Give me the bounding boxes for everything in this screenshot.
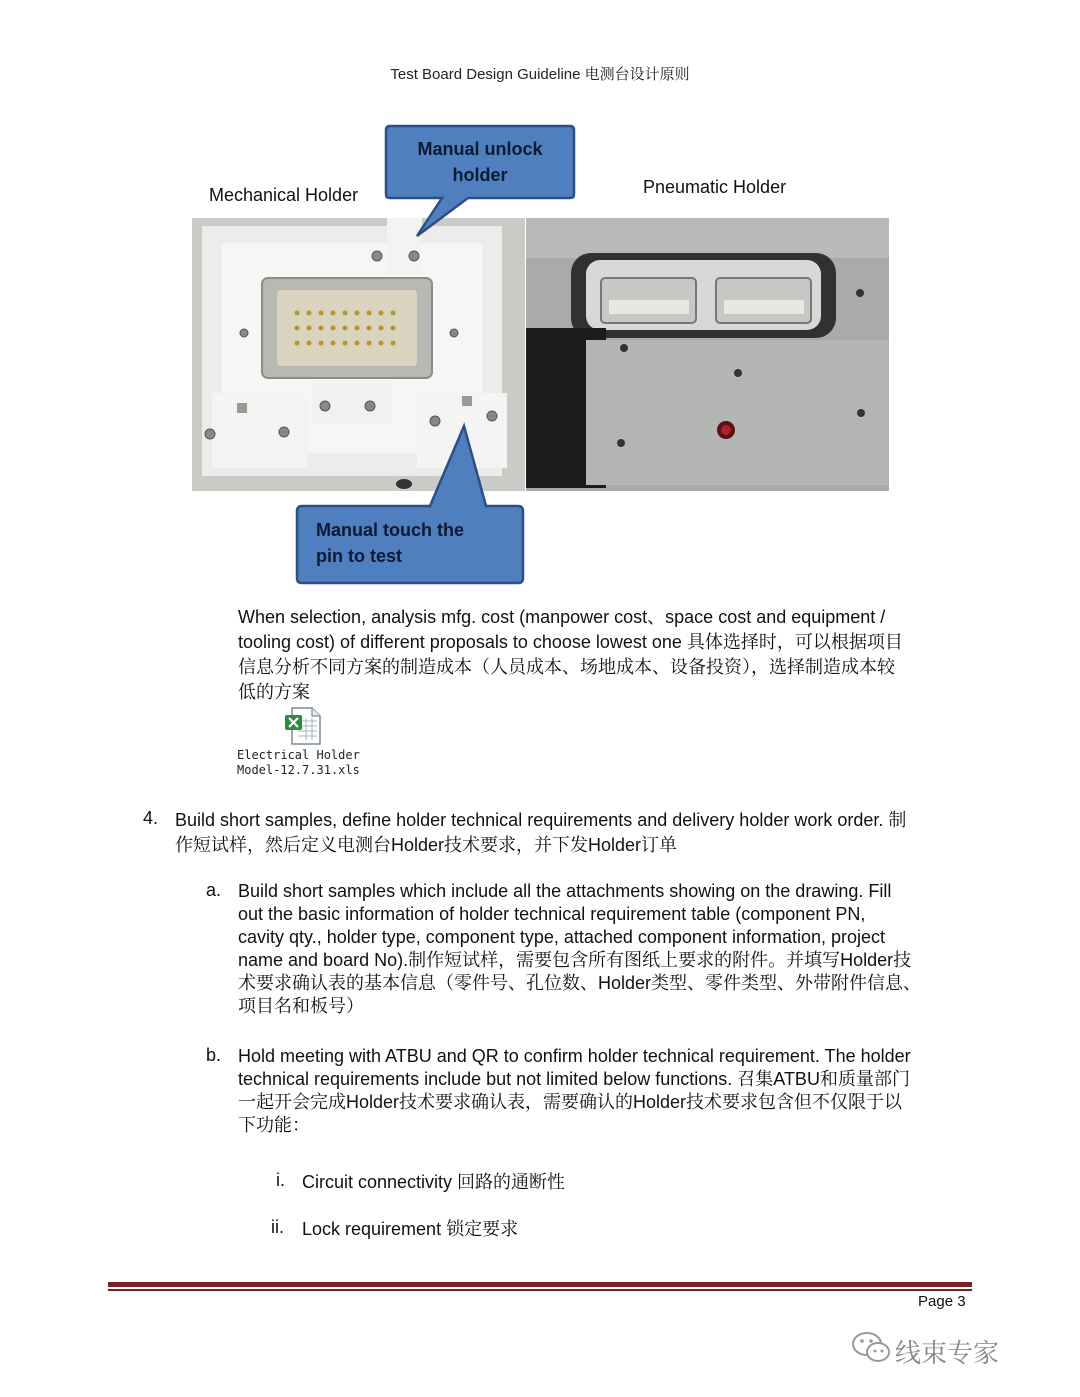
selection-line: tooling cost) of different proposals to choose lowest one 具体选择时，可以根据项目 [238, 632, 903, 652]
item-a-line: out the basic information of holder technical requirement table (component PN, [238, 904, 866, 924]
item-ii-text: Lock requirement 锁定要求 [302, 1219, 519, 1239]
page-number: Page 3 [918, 1293, 966, 1310]
item-b-line: Hold meeting with ATBU and QR to confirm holder technical requirement. The holder [238, 1046, 911, 1066]
callout-touch-line1: Manual touch the [316, 520, 464, 540]
selection-line: 低的方案 [238, 682, 310, 702]
excel-file-icon[interactable] [284, 706, 322, 746]
footer-rule-thin [108, 1289, 972, 1291]
item-4-line: 作短试样，然后定义电测台Holder技术要求，并下发Holder订单 [175, 835, 678, 855]
item-b-line: 下功能： [238, 1115, 310, 1135]
selection-paragraph [238, 605, 978, 705]
item-i-text: Circuit connectivity 回路的通断性 [302, 1172, 566, 1192]
callout-unlock-line1: Manual unlock [417, 139, 543, 159]
item-4-line: Build short samples, define holder technical requirements and delivery holder work order. 制 [175, 810, 907, 830]
item-a-text [238, 880, 998, 1018]
attachment-label-line: Electrical Holder [237, 748, 360, 762]
item-4-number: 4. [143, 808, 159, 828]
page-header: Test Board Design Guideline 电测台设计原则 [390, 66, 690, 83]
item-4-text [175, 808, 995, 858]
watermark-text: 线束专家 [895, 1338, 1000, 1368]
item-a-line: name and board No).制作短试样，需要包含所有图纸上要求的附件。并填写Holder技 [238, 950, 912, 970]
wechat-icon [850, 1328, 894, 1368]
item-i-marker: i. [276, 1170, 285, 1190]
callout-touch-line2: pin to test [316, 546, 402, 566]
selection-line: 信息分析不同方案的制造成本（人员成本、场地成本、设备投资），选择制造成本较 [238, 657, 895, 677]
item-b-marker: b. [206, 1045, 222, 1065]
item-a-line: 术要求确认表的基本信息（零件号、孔位数、Holder类型、零件类型、外带附件信息、 [238, 973, 922, 993]
attachment-label[interactable] [237, 748, 360, 778]
selection-line: When selection, analysis mfg. cost (manpower cost、space cost and equipment / [238, 607, 886, 627]
item-ii-marker: ii. [271, 1217, 284, 1237]
caption-mechanical-holder: Mechanical Holder [209, 185, 359, 205]
item-b-text [238, 1045, 998, 1137]
attachment-label-line: Model-12.7.31.xls [237, 763, 360, 777]
pneumatic-holder-photo [526, 218, 889, 491]
callout-unlock-line2: holder [452, 165, 508, 185]
caption-pneumatic-holder: Pneumatic Holder [643, 177, 787, 197]
item-a-line: 项目名和板号） [238, 996, 364, 1016]
item-b-line: 一起开会完成Holder技术要求确认表，需要确认的Holder技术要求包含但不仅限于以 [238, 1092, 903, 1112]
item-b-line: technical requirements include but not limited below functions. 召集ATBU和质量部门 [238, 1069, 910, 1089]
item-a-line: Build short samples which include all the attachments showing on the drawing. Fill [238, 881, 892, 901]
item-a-marker: a. [206, 880, 222, 900]
item-a-line: cavity qty., holder type, component type, attached component information, project [238, 927, 886, 947]
footer-rule [108, 1282, 972, 1287]
